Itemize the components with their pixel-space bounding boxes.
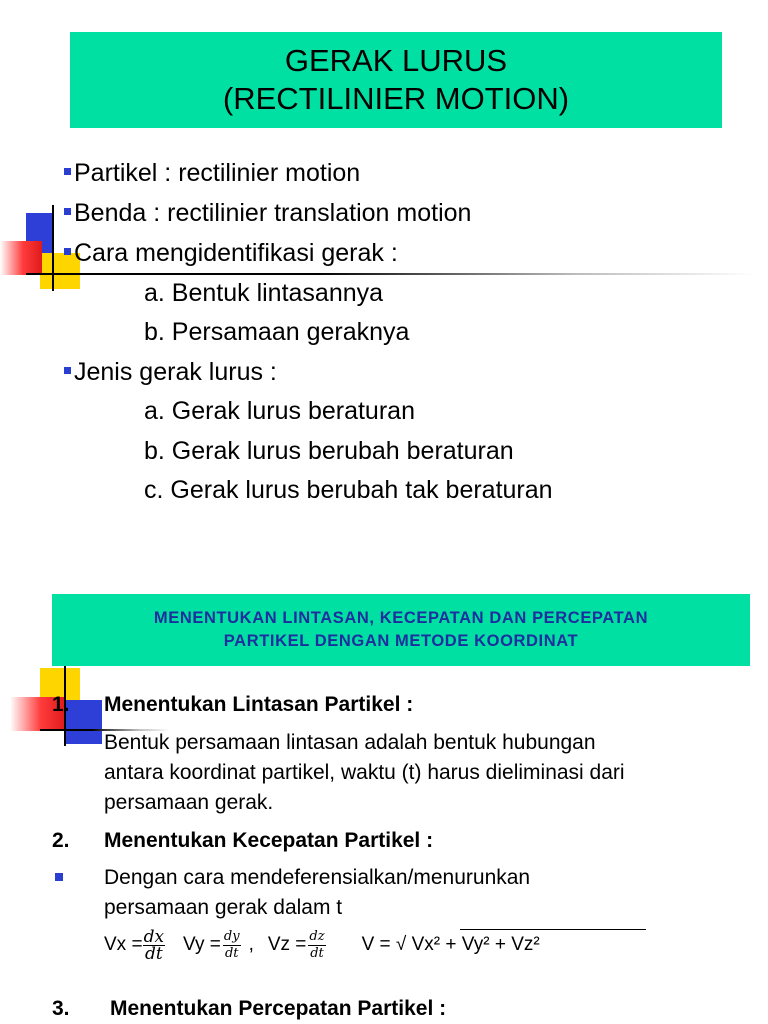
sub-item-glb: a. Gerak lurus beraturan bbox=[144, 397, 415, 425]
sub-item-glbb: b. Gerak lurus berubah beraturan bbox=[144, 437, 514, 465]
dz-dt-fraction: $\frac{dz}{dt}$ bbox=[309, 928, 325, 961]
sub-item-bentuk-lintasan: a. Bentuk lintasannya bbox=[144, 279, 384, 307]
slide1-title-line2: (RECTILINIER MOTION) bbox=[222, 81, 570, 116]
decor-red-bar-1 bbox=[0, 241, 42, 275]
sub-item-glbtb: c. Gerak lurus berubah tak beraturan bbox=[144, 476, 553, 504]
v-magnitude-expression: V = √ Vx² + Vy² + Vz² bbox=[361, 934, 540, 955]
vz-label: Vz = bbox=[267, 934, 307, 955]
slide1-title-box bbox=[70, 32, 722, 128]
bullet-square-icon bbox=[64, 367, 71, 374]
sec3-title: Menentukan Percepatan Partikel : bbox=[110, 997, 447, 1020]
sec2-text-line1: Dengan cara mendeferensialkan/menurunkan bbox=[104, 866, 531, 889]
decor-hline-1 bbox=[26, 273, 756, 275]
sqrt-overline bbox=[460, 929, 646, 930]
dy-dt-fraction: $\frac{dy}{dt}$ bbox=[223, 928, 240, 961]
slide2-header-box bbox=[52, 594, 750, 666]
slide2-header-line2: PARTIKEL DENGAN METODE KOORDINAT bbox=[223, 632, 579, 650]
sub-item-persamaan-gerak: b. Persamaan geraknya bbox=[144, 318, 410, 346]
dx-dt-fraction: $\frac{dx}{dt}$ bbox=[143, 926, 165, 964]
vx-label: Vx = bbox=[104, 934, 143, 955]
sec1-text-line3: persamaan gerak. bbox=[104, 791, 274, 814]
slide1-title-line1: GERAK LURUS bbox=[284, 43, 508, 78]
sec2-title: Menentukan Kecepatan Partikel : bbox=[104, 829, 434, 852]
vy-label: Vy = bbox=[183, 934, 221, 955]
bullet-jenis-gerak: Jenis gerak lurus : bbox=[64, 357, 277, 387]
sec2-text-line2: persamaan gerak dalam t bbox=[104, 896, 343, 919]
sec1-text-line1: Bentuk persamaan lintasan adalah bentuk hubungan bbox=[104, 731, 596, 754]
sec2-bullet-square-icon bbox=[55, 873, 63, 881]
bullet-square-icon bbox=[64, 208, 71, 215]
sec1-title: Menentukan Lintasan Partikel : bbox=[104, 693, 414, 716]
slide2-header-line1: MENENTUKAN LINTASAN, KECEPATAN DAN PERCEPATAN bbox=[153, 609, 649, 627]
bullet-square-icon bbox=[64, 168, 71, 175]
decor-blue-square-2 bbox=[66, 700, 102, 744]
decor-vline-1 bbox=[52, 205, 54, 291]
sec2-number: 2. bbox=[52, 829, 70, 852]
bullet-benda: Benda : rectilinier translation motion bbox=[64, 198, 471, 228]
bullet-partikel: Partikel : rectilinier motion bbox=[64, 158, 360, 188]
bullet-square-icon bbox=[64, 248, 71, 255]
sec1-text-line2: antara koordinat partikel, waktu (t) harus dieliminasi dari bbox=[104, 761, 625, 784]
bullet-cara: Cara mengidentifikasi gerak : bbox=[64, 238, 398, 268]
sec1-number: 1. bbox=[52, 693, 70, 716]
sec3-number: 3. bbox=[52, 997, 70, 1020]
formula-separator: , bbox=[248, 934, 254, 955]
